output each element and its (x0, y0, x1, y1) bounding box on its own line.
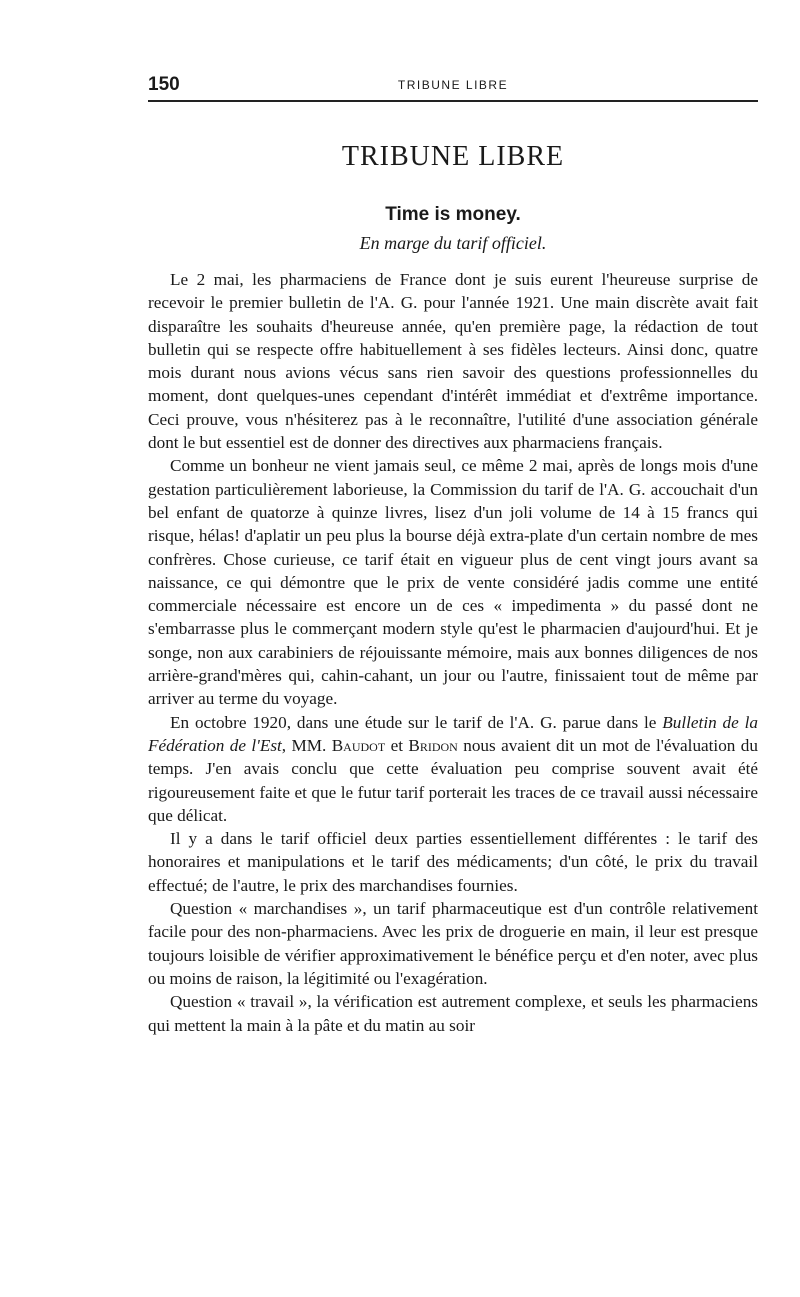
article-title: Time is money. (385, 204, 521, 225)
journal-title: Bulletin de la Fédération de l'Est (148, 712, 758, 755)
article-subtitle: En marge du tarif officiel. (359, 233, 547, 253)
paragraph-3 (148, 711, 758, 827)
paragraph-3-start: En octobre 1920, dans une étude sur le tarif de l'A. G. parue dans le (170, 712, 663, 732)
paragraph-6: Question « travail », la vérification est autrement complexe, et seuls les pharmaciens qui mettent la main à la pâte et du matin au soir (148, 992, 758, 1035)
paragraph-2: Comme un bonheur ne vient jamais seul, ce même 2 mai, après de longs mois d'une gestation particulièrement laborieuse, la Commission du tarif de l'A. G. accouchait d'un bel enfant de quatorze à quinze livres, lisez d'un joli volume de 14 à 15 francs qui risque, hélas! d'aplatir un peu plus la bourse déjà extra-plate d'un certain nombre de mes confrères. Chose curieuse, ce tarif était en vigueur plus de cent vingt jours avant sa naissance, ce qui démontre que le prix de vente considéré jadis comme une entité commerciale nécessaire est encore un de ces « impedimenta » du passé dont ne s'embarrasse plus le commerçant modern style qu'est le pharmacien d'aujourd'hui. Et je songe, non aux carabiniers de réjouissante mémoire, mais aux bonnes diligences de nos arrière-grand'mères qui, cahin-cahant, un jour ou l'autre, finissaient tout de même par arriver au terme du voyage. (148, 456, 758, 709)
author-name-baudot: Baudot (331, 735, 386, 755)
section-title: TRIBUNE LIBRE (341, 141, 565, 172)
paragraph-3-mid2: et (385, 735, 409, 755)
paragraph-3-mid1: , MM. (281, 735, 332, 755)
running-header (148, 70, 758, 102)
paragraph-5: Question « marchandises », un tarif pharmaceutique est d'un contrôle relativement facile pour des non-pharmaciens. Avec les prix de droguerie en main, il leur est presque toujours loisible de vérifier approximativement le bénéfice perçu et d'en noter, avec plus ou moins de raison, la légitimité ou l'exagération. (148, 899, 758, 988)
paragraph-3-end: nous avaient dit un mot de l'évaluation du temps. J'en avais conclu que cette évaluation peu comprise souvent avait été rigoureusement faite et que le futur tarif porterait les traces de ce travail aussi nécessaire que délicat. (148, 735, 758, 825)
article-body (148, 268, 758, 1037)
author-name-bridon: Bridon (408, 735, 458, 755)
page (148, 70, 758, 1037)
page-number: 150 (148, 74, 180, 95)
running-title: TRIBUNE LIBRE (397, 78, 509, 92)
paragraph-1: Le 2 mai, les pharmaciens de France dont je suis eurent l'heureuse surprise de recevoir le premier bulletin de l'A. G. pour l'année 1921. Une main discrète avait fait disparaître les souhaits d'heureuse année, qu'en première page, la rédaction de tout bulletin qui se respecte offre habituellement à ses fidèles lecteurs. Ainsi donc, quatre mois durant nous avions vécus sans rien savoir des questions professionnelles du moment, dont quelques-unes cependant d'intérêt immédiat et d'extrême importance. Ceci prouve, vous n'hésiterez pas à le reconnaître, l'utilité d'une association générale dont le but essentiel est de donner des directives aux pharmaciens français. (148, 270, 758, 453)
paragraph-4: Il y a dans le tarif officiel deux parties essentiellement différentes : le tarif des honoraires et manipulations et le tarif des médicaments; d'un côté, le prix du travail effectué; de l'autre, le prix des marchandises fournies. (148, 829, 758, 895)
